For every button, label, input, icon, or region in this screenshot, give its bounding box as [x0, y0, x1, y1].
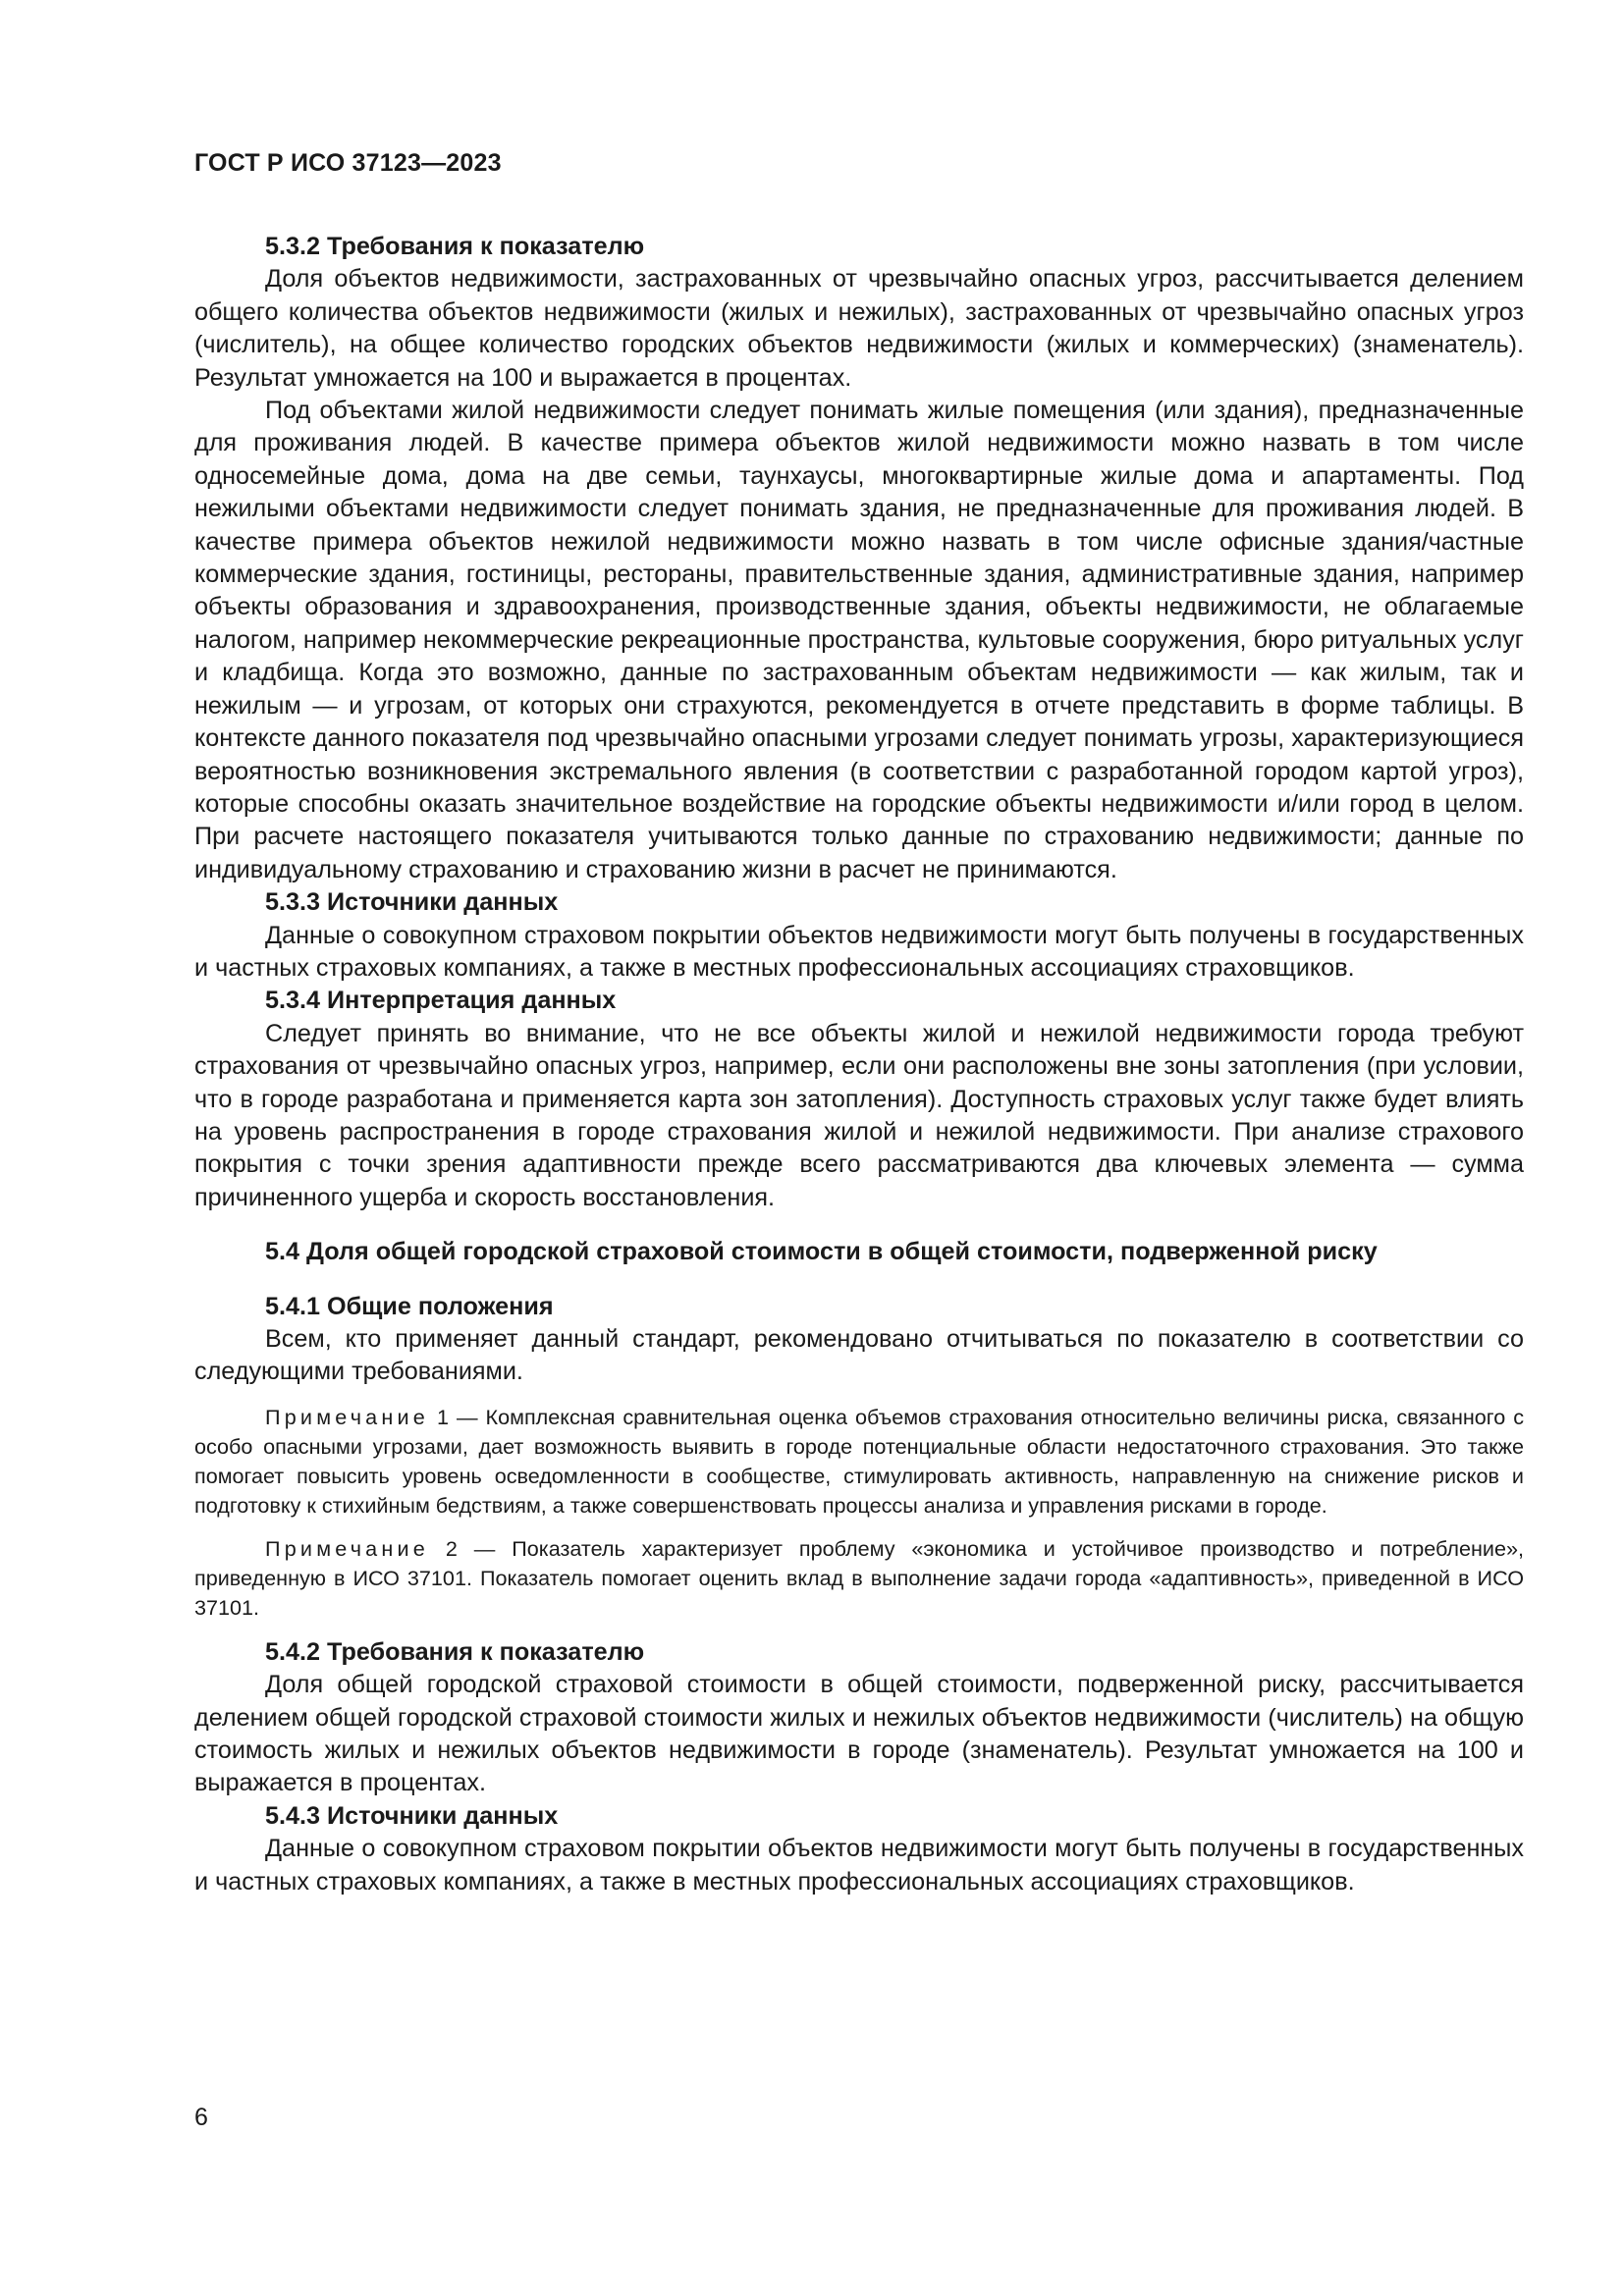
section-5-4-3 [194, 1800, 1524, 1898]
section-5-4 [194, 1236, 1524, 1268]
note-text: 1 — Комплексная сравнительная оценка объемов страхования относительно величины риска, связанного с особо опасными угрозами, дает возможность выявить в городе потенциальные области недостаточного страхования. Это также помогает повысить уровень осведомленности в сообществе, стимулировать активность, направленную на снижение рисков и подготовку к стихийным бедствиям, а также совершенствовать процессы анализа и управления рисками в городе. [194, 1404, 1524, 1518]
section-heading: 5.3.3 Источники данных [265, 888, 559, 917]
note-text: 2 — Показатель характеризует проблему «экономика и устойчивое производство и потребление», приведенную в ИСО 37101. Показатель помогает оценить вклад в выполнение задачи города «адаптивность», приведенной в ИСО 37101. [194, 1535, 1524, 1620]
section-heading: 5.3.4 Интерпретация данных [265, 987, 617, 1015]
spacer [194, 1269, 1524, 1291]
paragraph: Под объектами жилой недвижимости следует понимать жилые помещения (или здания), предназначенные для проживания людей. В качестве примера объектов жилой недвижимости можно назвать в том числе односемейные дома, дома на две семьи, таунхаусы, многоквартирные жилые дома и апартаменты. Под нежилыми объектами недвижимости следует понимать здания, не предназначенные для проживания людей. В качестве примера объектов нежилой недвижимости можно назвать в том числе офисные здания/частные коммерческие здания, гостиницы, рестораны, правительственные здания, административные здания, например объекты образования и здравоохранения, производственные здания, объекты недвижимости, не облагаемые налогом, например некоммерческие рекреационные пространства, культовые сооружения, бюро ритуальных услуг и кладбища. Когда это возможно, данные по застрахованным объектам недвижимости — как жилым, так и нежилым — и угрозам, от которых они страхуются, рекомендуется в отчете представить в форме таблицы. В контексте данного показателя под чрезвычайно опасными угрозами следует понимать угрозы, характеризующиеся вероятностью возникновения экстремального явления (в соответствии с разработанной городом картой угроз), которые способны оказать значительное воздействие на городские объекты недвижимости и/или город в целом. При расчете настоящего показателя учитываются только данные по страхованию недвижимости; данные по индивидуальному страхованию и страхованию жизни в расчет не принимаются. [194, 397, 1524, 883]
paragraph: Доля общей городской страховой стоимости в общей стоимости, подверженной риску, рассчитывается делением общей городской страховой стоимости жилых и нежилых объектов недвижимости (числитель) на общую стоимость жилых и нежилых объектов недвижимости в городе (знаменатель). Результат умножается на 100 и выражается в процентах. [194, 1671, 1524, 1797]
spacer [194, 1214, 1524, 1236]
note-2 [194, 1534, 1524, 1623]
paragraph: Данные о совокупном страховом покрытии объектов недвижимости могут быть получены в государственных и частных страховых компаниях, а также в местных профессиональных ассоциациях страховщиков. [194, 921, 1524, 982]
paragraph: Следует принять во внимание, что не все объекты жилой и нежилой недвижимости города требуют страхования от чрезвычайно опасных угроз, например, если они расположены вне зоны затопления (при условии, что в городе разработана и применяется карта зон затопления). Доступность страховых услуг также будет влиять на уровень распространения в городе страхования жилой и нежилой недвижимости. При анализе страхового покрытия с точки зрения адаптивности прежде всего рассматриваются два ключевых элемента — сумма причиненного ущерба и скорость восстановления. [194, 1019, 1524, 1211]
section-heading: 5.4 Доля общей городской страховой стоимости в общей стоимости, подверженной риску [265, 1238, 1378, 1266]
section-5-4-2 [194, 1636, 1524, 1800]
spacer [194, 1521, 1524, 1534]
section-heading: 5.4.2 Требования к показателю [265, 1637, 645, 1666]
note-label: Примечание [265, 1404, 429, 1429]
section-5-3-4 [194, 985, 1524, 1214]
section-5-4-1 [194, 1291, 1524, 1623]
paragraph: Данные о совокупном страховом покрытии объектов недвижимости могут быть получены в государственных и частных страховых компаниях, а также в местных профессиональных ассоциациях страховщиков. [194, 1835, 1524, 1896]
spacer [194, 1389, 1524, 1403]
document-code: ГОСТ Р ИСО 37123—2023 [194, 149, 502, 177]
paragraph: Всем, кто применяет данный стандарт, рекомендовано отчитываться по показателю в соответствии со следующими требованиями. [194, 1325, 1524, 1386]
page-number: 6 [194, 2104, 208, 2131]
section-heading: 5.4.3 Источники данных [265, 1801, 559, 1830]
section-heading: 5.4.1 Общие положения [265, 1292, 554, 1320]
spacer [194, 1623, 1524, 1636]
document-page [194, 0, 1524, 2296]
paragraph: Доля объектов недвижимости, застрахованных от чрезвычайно опасных угроз, рассчитывается делением общего количества объектов недвижимости (жилых и нежилых), застрахованных от чрезвычайно опасных угроз (числитель), на общее количество городских объектов недвижимости (жилых и коммерческих) (знаменатель). Результат умножается на 100 и выражается в процентах. [194, 265, 1524, 392]
section-heading: 5.3.2 Требования к показателю [265, 233, 645, 260]
document-body [194, 231, 1524, 1898]
section-5-3-3 [194, 886, 1524, 985]
section-5-3-2 [194, 231, 1524, 886]
note-label: Примечание [265, 1535, 429, 1561]
note-1 [194, 1403, 1524, 1521]
